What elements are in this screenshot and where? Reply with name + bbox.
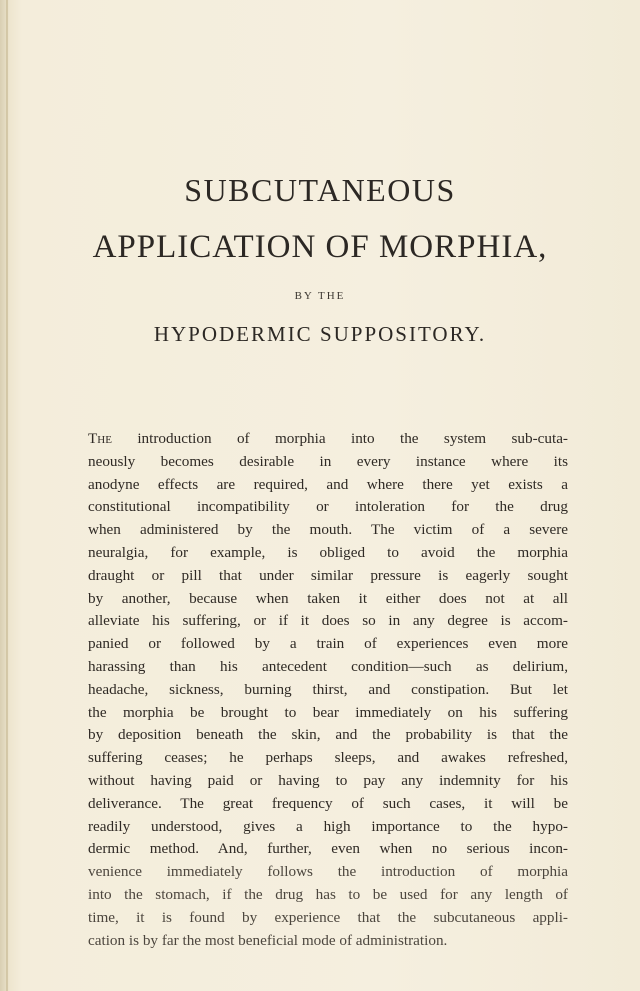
- title-line-1: SUBCUTANEOUS: [184, 172, 456, 208]
- body-line: dermic method. And, further, even when no serious incon-: [88, 840, 568, 858]
- body-line: by another, because when taken it either does not at all: [88, 589, 568, 607]
- body-line: the morphia be brought to bear immediately on his suffering: [88, 703, 568, 721]
- body-line: time, it is found by experience that the subcutaneous appli-: [88, 908, 568, 926]
- title-line-2: APPLICATION OF MORPHIA,: [92, 229, 548, 265]
- title-line-3: HYPODERMIC SUPPOSITORY.: [153, 322, 487, 346]
- body-line: neuralgia, for example, is obliged to avoid the morphia: [88, 543, 568, 561]
- body-paragraph: [88, 428, 568, 952]
- body-line: neously becomes desirable in every instance where its: [88, 452, 568, 470]
- body-line: readily understood, gives a high importance to the hypo-: [88, 817, 568, 835]
- body-line: without having paid or having to pay any indemnity for his: [88, 771, 568, 789]
- body-line: draught or pill that under similar pressure is eagerly sought: [88, 566, 568, 584]
- title-by-the: BY THE: [294, 290, 346, 302]
- body-line: by deposition beneath the skin, and the probability is that the: [88, 726, 568, 744]
- page-gutter: [6, 0, 8, 991]
- body-line: harassing than his antecedent condition—such as delirium,: [88, 657, 568, 675]
- body-line: anodyne effects are required, and where there yet exists a: [88, 475, 568, 493]
- body-line: cation is by far the most beneficial mode of administration.: [88, 931, 448, 949]
- body-line: venience immediately follows the introduction of morphia: [88, 863, 568, 881]
- body-line: into the stomach, if the drug has to be used for any length of: [88, 885, 568, 903]
- body-line: suffering ceases; he perhaps sleeps, and awakes refreshed,: [88, 749, 568, 767]
- body-line: deliverance. The great frequency of such cases, it will be: [88, 794, 568, 812]
- body-line-text: introduction of morphia into the system sub-cuta-: [111, 430, 568, 447]
- body-line: constitutional incompatibility or intoleration for the drug: [88, 498, 568, 516]
- body-line: headache, sickness, burning thirst, and constipation. But let: [88, 680, 568, 698]
- body-line: [88, 428, 568, 451]
- body-line: when administered by the mouth. The victim of a severe: [88, 521, 568, 539]
- body-line: panied or followed by a train of experiences even more: [88, 635, 568, 653]
- body-first-word: The: [88, 430, 112, 447]
- body-line: alleviate his suffering, or if it does so in any degree is accom-: [88, 612, 568, 630]
